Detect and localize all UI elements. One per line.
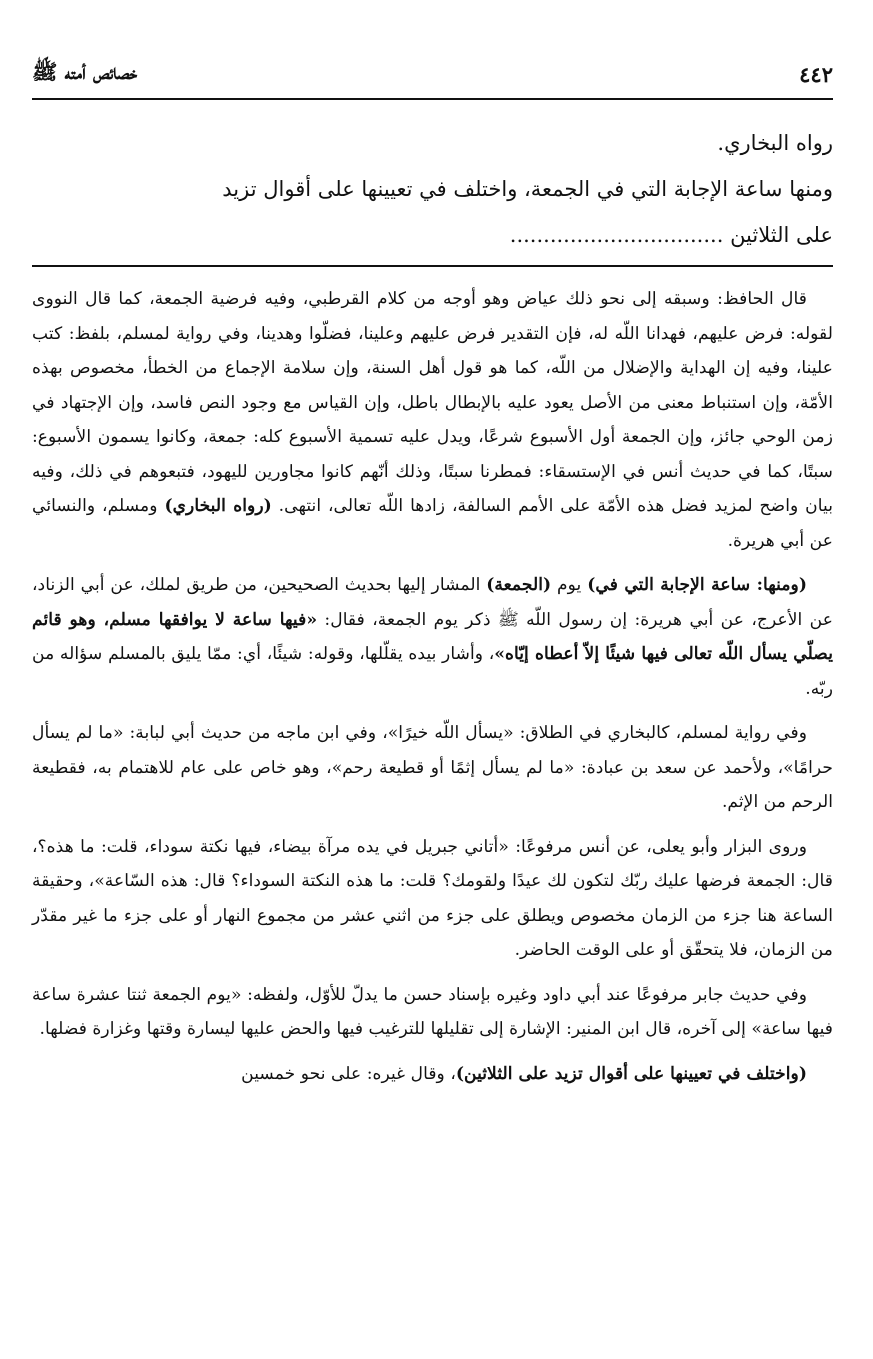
quoted-matn: (ومنها: ساعة الإجابة التي في) — [587, 575, 807, 595]
matn-line-text: على الثلاثين — [730, 223, 833, 247]
matn-sharh-divider — [32, 265, 833, 267]
matn-text — [32, 120, 833, 258]
paragraph-text: يوم — [557, 575, 582, 595]
dotted-leader: ................................ — [509, 223, 724, 247]
quoted-matn: (الجمعة) — [486, 575, 552, 595]
quoted-matn: (رواه البخاري) — [164, 496, 272, 516]
commentary-paragraph — [32, 282, 833, 558]
paragraph-text: ، وقال غيره: على نحو خمسين — [241, 1063, 456, 1084]
commentary-paragraph: وفي حديث جابر مرفوعًا عند أبي داود وغيره بإسناد حسن ما يدلّ للأوّل، ولفظه: «يوم الجمعة ثنتا عشرة ساعة فيها ساعة» إلى آخره، قال ابن المنير: الإشارة إلى تقليلها للترغيب فيها والحض عليها ليسارة وقتها وغزارة فضلها. — [32, 984, 833, 1039]
hadith-quote: «فيها ساعة لا يوافقها مسلم، وهو قائم يصلّي يسأل اللّه تعالى فيها شيئًا إلاّ أعطاه إيّاه» — [32, 609, 833, 664]
commentary-paragraph: وفي رواية لمسلم، كالبخاري في الطلاق: «يسأل اللّه خيرًا»، وفي ابن ماجه من حديث أبي لبابة: «ما لم يسأل حرامًا»، ولأحمد عن سعد بن عبادة: «ما لم يسأل إثمًا أو قطيعة رحم»، وهو خاص على عام للاهتمام به، فقطيعة الرحم من الإثم. — [32, 723, 833, 812]
paragraph-text: ، وأشار بيده يقلّلها، وقوله: شيئًا، أي: ممّا يليق بالمسلم سؤاله من ربّه. — [32, 644, 833, 699]
paragraph-text: المشار إليها بحديث الصحيحين، من طريق لملك، عن أبي الزناد، عن الأعرج، عن أبي هريرة: إن رسول اللّه ﷺ ذكر يوم الجمعة، فقال: — [32, 575, 834, 630]
commentary-paragraph — [32, 1057, 833, 1092]
quoted-matn: (واختلف في تعيينها على أقوال تزيد على الثلاثين) — [455, 1063, 807, 1084]
paragraph-text: قال الحافظ: وسبقه إلى نحو ذلك عياض وهو أوجه من كلام القرطبي، وفيه فرضية الجمعة، كما قال النووى لقوله: فرض عليهم، فهدانا اللّه له، فإن التقدير فرض عليهم وعلينا، فضلّوا وهدينا، وفي رواية لمسلم، بلفظ: كتب علينا، وفيه إن الهداية والإضلال من اللّه، كما هو قول أهل السنة، وإن سلامة الإجماع من الخطأ، مخصوص بهذه الأمّة، وإن استنباط معنى من الأصل يعود عليه بالإبطال باطل، وإن القياس مع وجود النص فاسد، وإن الإجتهاد في زمن الوحي جائز، وإن الجمعة أول الأسبوع شرعًا، ويدل عليه تسمية الأسبوع كله: جمعة، وكانوا يسمون الأسبوع: سبتًا، كما في حديث أنس في الإستسقاء: فمطرنا سبتًا، وذلك أنّهم كانوا مجاورين لليهود، فتبعوهم في ذلك، وفيه بيان واضح لمزيد فضل هذه الأمّة على الأمم السالفة، زادها اللّه تعالى، انتهى. — [32, 289, 834, 516]
paragraph-text: ومسلم، والنسائي عن أبي هريرة. — [32, 496, 833, 551]
header-divider — [32, 98, 833, 100]
matn-line — [32, 212, 833, 258]
commentary-paragraph — [32, 568, 833, 706]
commentary-text — [32, 282, 833, 1101]
page-number: ٤٤٢ — [799, 61, 833, 87]
commentary-paragraph: وروى البزار وأبو يعلى، عن أنس مرفوعًا: «أتاني جبريل في يده مرآة بيضاء، فيها نكتة سوداء، قلت: ما هذه؟، قال: الجمعة فرضها عليك ربّك لتكون لك عيدًا ولقومك؟ قلت: ما هذه النكتة السوداء؟ قال: هذه السّاعة»، وحقيقة الساعة هنا جزء من الزمان مخصوص ويطلق على جزء من اثني عشر من مجموع النهار أو على جزء ما غير مقدّر من الزمان، فلا يتحقّق أو على الوقت الحاضر. — [32, 836, 833, 960]
running-title: خصائص أمته ﷺ — [32, 58, 138, 84]
matn-line: رواه البخاري. — [717, 131, 833, 155]
page-header — [32, 52, 833, 96]
matn-line: ومنها ساعة الإجابة التي في الجمعة، واختلف في تعيينها على أقوال تزيد — [222, 177, 833, 201]
